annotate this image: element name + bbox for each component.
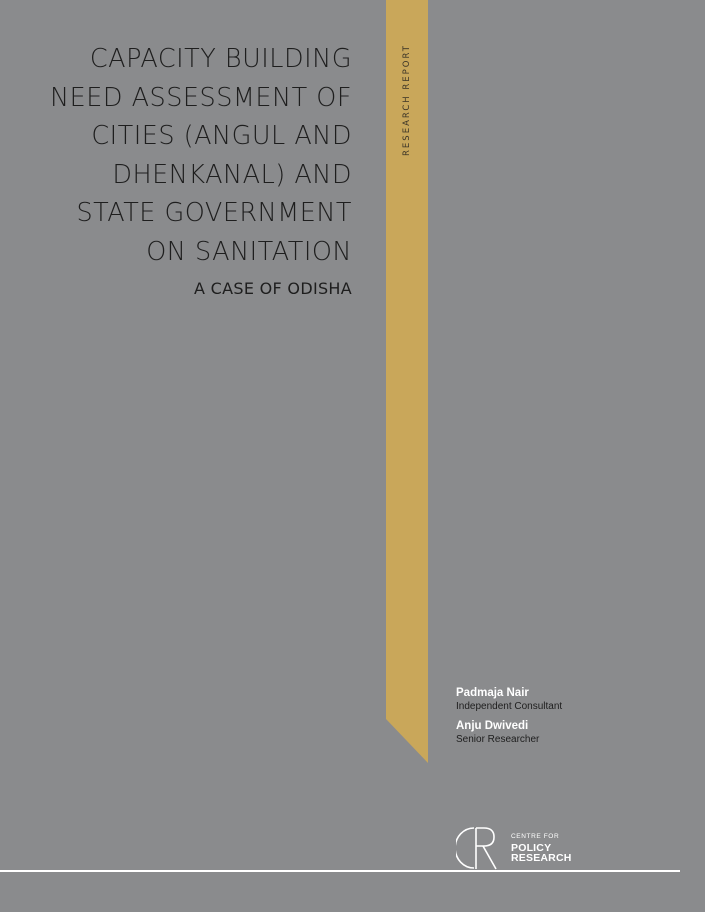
publisher-logo — [456, 825, 586, 871]
author-role: Independent Consultant — [456, 701, 563, 712]
title-line: DHENKANAL) AND — [112, 159, 352, 190]
title-line: NEED ASSESSMENT OF — [50, 82, 352, 113]
title-line: STATE GOVERNMENT — [76, 198, 352, 228]
title-block — [32, 40, 352, 300]
title-line: CITIES (ANGUL AND — [91, 121, 352, 151]
publisher-name — [511, 834, 572, 864]
publisher-line-2: POLICY — [511, 841, 552, 854]
author-entry — [456, 719, 676, 746]
series-label: RESEARCH REPORT — [402, 44, 412, 156]
author-name: Anju Dwivedi — [456, 720, 529, 732]
series-label-container — [386, 40, 428, 160]
publisher-line-3: RESEARCH — [511, 852, 572, 864]
author-role: Senior Researcher — [456, 734, 540, 745]
cpr-monogram-icon — [456, 825, 508, 871]
author-entry — [456, 686, 676, 713]
authors-list — [456, 686, 676, 752]
subtitle: A CASE OF ODISHA — [194, 279, 352, 298]
publisher-line-1: CENTRE FOR — [511, 833, 560, 840]
title-line: CAPACITY BUILDING — [89, 44, 352, 74]
bottom-divider — [0, 870, 680, 872]
author-name: Padmaja Nair — [456, 687, 529, 699]
title-line: ON SANITATION — [146, 236, 352, 267]
